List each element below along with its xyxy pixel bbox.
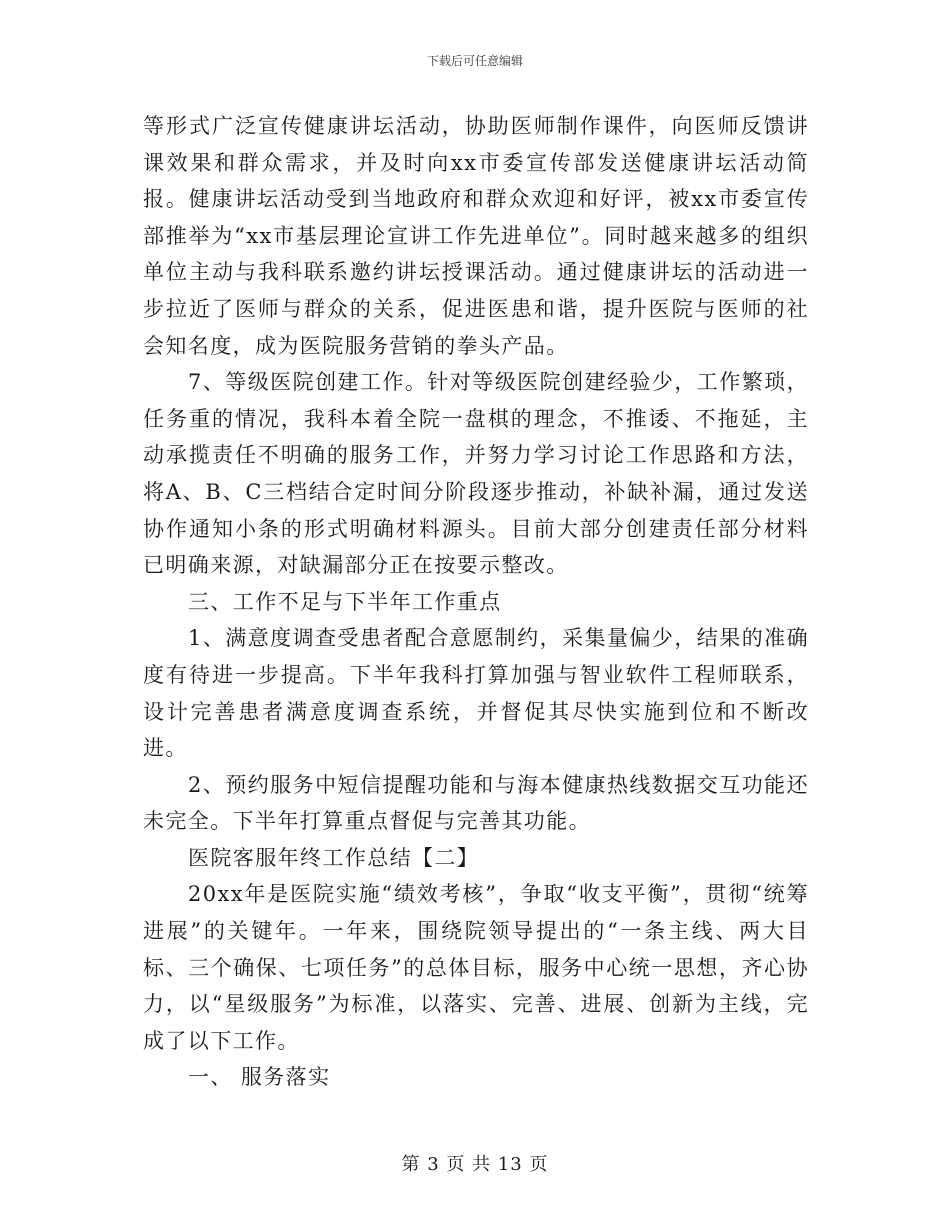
- paragraph-annual-overview: 20xx年是医院实施“绩效考核”，争取“收支平衡”，贯彻“统筹进展”的关键年。一年来，围绕院领导提出的“一条主线、两大目标、三个确保、七项任务”的总体目标，服务中心统一思想，齐心协力，以“星级服务”为标准，以落实、完善、进展、创新为主线，完成了以下工作。: [143, 882, 809, 1053]
- paragraph-satisfaction-survey: 1、满意度调查受患者配合意愿制约，采集量偏少，结果的准确度有待进一步提高。下半年我科打算加强与智业软件工程师联系，设计完善患者满意度调查系统，并督促其尽快实施到位和不断改进。: [143, 626, 809, 761]
- paragraph-hospital-grading: 7、等级医院创建工作。针对等级医院创建经验少，工作繁琐，任务重的情况，我科本着全院一盘棋的理念，不推诿、不拖延，主动承揽责任不明确的服务工作，并努力学习讨论工作思路和方法，将A、B、C三档结合定时间分阶段逐步推动，补缺补漏，通过发送协作通知小条的形式明确材料源头。目前大部分创建责任部分材料已明确来源，对缺漏部分正在按要示整改。: [143, 370, 809, 578]
- header-note: 下载后可任意编辑: [426, 54, 523, 68]
- document-body: [143, 108, 809, 1096]
- paragraph-health-forum: 等形式广泛宣传健康讲坛活动，协助医师制作课件，向医师反馈讲课效果和群众需求，并及时向xx市委宣传部发送健康讲坛活动简报。健康讲坛活动受到当地政府和群众欢迎和好评，被xx市委宣传部推举为“xx市基层理论宣讲工作先进单位”。同时越来越多的组织单位主动与我科联系邀约讲坛授课活动。通过健康讲坛的活动进一步拉近了医师与群众的关系，促进医患和谐，提升医院与医师的社会知名度，成为医院服务营销的拳头产品。: [143, 114, 809, 358]
- section-heading-shortcomings: 三、工作不足与下半年工作重点: [188, 589, 502, 614]
- section-heading-service: 一、 服务落实: [188, 1065, 331, 1090]
- paragraph-appointment-service: 2、预约服务中短信提醒功能和与海本健康热线数据交互功能还未完全。下半年打算重点督促与完善其功能。: [143, 772, 809, 834]
- document-subtitle: 医院客服年终工作总结【二】: [188, 845, 480, 870]
- page-number: 第 3 页 共 13 页: [401, 1154, 549, 1175]
